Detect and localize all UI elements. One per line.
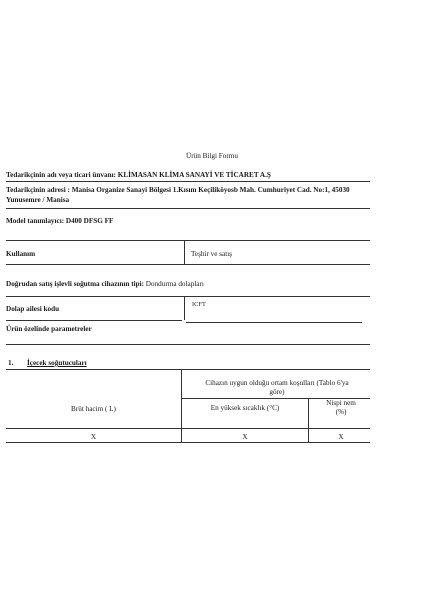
supplier-address-value: Manisa Organize Sanayi Bölgesi 1.Kısım Keçiliköyosb Mah. Cumhuriyet Cad. No:1, 45030 [71,186,350,194]
divider [6,240,370,241]
table-top-border [6,369,370,370]
direct-sales-row [6,280,204,289]
model-row [6,217,113,226]
gross-volume-header: Brüt hacim ( L) [71,405,116,413]
supplier-name-row [6,171,271,180]
usage-value: Teşhir ve satış [191,250,233,258]
direct-sales-value: Dondurma dolapları [145,280,204,288]
ambient-conditions-line2: göre) [269,388,285,396]
supplier-address-line2: Yunusemre / Manisa [6,196,70,204]
family-value: ICFT [192,301,206,308]
max-temp-cell: X [242,433,248,441]
ambient-conditions-line1: Cihazın uygun olduğu ortam koşulları (Tablo 6'ya [205,379,349,387]
divider [6,320,182,321]
table-row-divider [6,428,370,429]
max-temp-header: En yüksek sıcaklık (°C) [210,404,280,412]
section-1-title: İçecek soğutucuları [26,359,87,367]
parameters-label: Ürün özelinde parametreler [6,325,92,333]
divider [6,264,370,265]
supplier-name-value: KLİMASAN KLİMA SANAYİ VE TİCARET A.Ş [117,171,271,179]
gross-volume-cell: X [90,433,97,441]
humidity-line1: Nispi nem [326,399,356,407]
column-divider [184,296,185,320]
supplier-address-row [6,186,350,195]
section-1-heading [8,359,87,368]
model-value: D400 DFSG FF [65,217,114,225]
family-label: Dolap ailesi kodu [6,305,60,313]
humidity-line2: (%) [335,408,347,416]
divider [6,181,370,182]
divider [186,322,362,323]
divider [6,208,370,209]
model-label: Model tanımlayıcı: [6,217,65,225]
direct-sales-label: Doğrudan satış işlevli soğutma cihazının tipi: [6,280,144,288]
supplier-address-label: Tedarikçinin adresi : [6,186,70,194]
column-divider [184,240,185,264]
form-title: Ürün Bilgi Formu [186,152,238,160]
divider [6,296,370,297]
ambient-conditions-header [182,379,372,397]
divider [6,344,370,345]
humidity-header [309,399,373,417]
usage-label: Kullanım [6,250,36,258]
section-1-number: 1. [8,359,14,367]
supplier-name-label: Tedarikçinin adı veya ticari ünvanı: [6,171,116,179]
table-bottom-border [6,442,370,443]
humidity-cell: X [338,433,344,441]
